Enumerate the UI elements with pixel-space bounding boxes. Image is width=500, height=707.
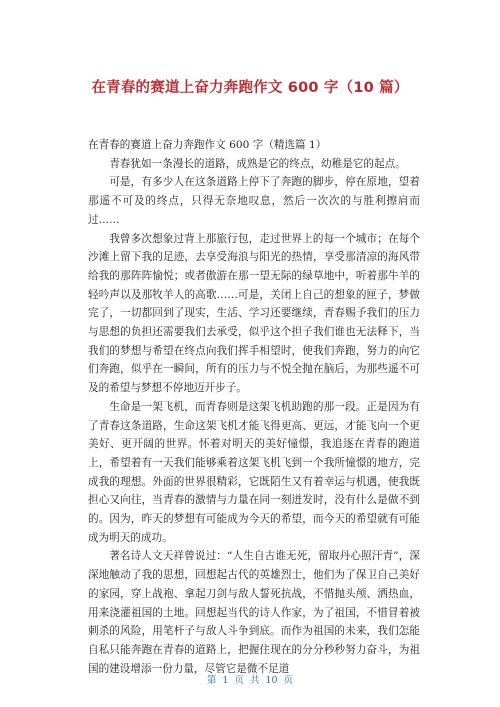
section-heading: 在青春的赛道上奋力奔跑作文 600 字（精选篇 1）: [88, 139, 327, 151]
body-paragraph: 可是，有多少人在这条道路上停下了奔跑的脚步，停在原地，望着那遥不可及的终点，只得无奈地叹息，然后一次次的与胜利擦肩而过……: [88, 176, 420, 226]
body-paragraph: 我曾多次想象过背上那旅行包，走过世界上的每一个城市；在每个沙滩上留下我的足迹，去享受海浪与阳光的热情，享受那清凉的海风带给我的那阵阵愉悦；或者傲游在那一望无际的绿草地中，听着那牛羊的轻吟声以及那牧羊人的高歌……可是，关闭上自己的想象的匣子，梦做完了，一切都回到了现实，生活、学习还要继续，青春赐予我们的压力与思想的负担还需要我们去承受，似乎这个担子我们谁也无法释下，当我们的梦想与希望在终点向我们挥手相望时，使我们奔跑，努力的向它们奔跑，似乎在一瞬间，所有的压力与不悦全抛在脑后，为那些遥不可及的希望与梦想不停地迈开步子。: [88, 232, 420, 395]
document-title: 在青春的赛道上奋力奔跑作文 600 字（10 篇）: [91, 80, 409, 96]
document-body: [88, 136, 420, 678]
page-number-footer: 第 1 页 共 10 页: [206, 675, 294, 686]
body-paragraph: 著名诗人文天祥曾说过：“人生自古谁无死，留取丹心照汗青”，深深地触动了我的思想，回想起古代的英雄烈士，他们为了保卫自己美好的家园，穿上战袍、拿起刀剑与敌人誓死抗战，不惜抛头颅、洒热血，用来浇灌祖国的土地。回想起当代的诗人作家，为了祖国，不惜冒着被刺杀的风险，用笔杆子与敌人斗争到底。而作为祖国的未来，我们怎能自私只能奔跑在青春的道路上，把握住现在的分分秒秒努力奋斗，为祖国的建设增添一份力量，尽管它是微不足道: [88, 550, 420, 675]
body-paragraph: 青春犹如一条漫长的道路，成熟是它的终点，幼稚是它的起点。: [109, 157, 406, 170]
body-paragraph: 生命是一架飞机，而青春则是这架飞机助跑的那一段。正是因为有了青春这条道路，生命这架飞机才能飞得更高、更远，才能飞向一个更美好、更开阔的世界。怀着对明天的美好憧憬，我追逐在青春的跑道上，希望着有一天我们能够乘着这架飞机飞到一个我所憧憬的地方，完成我的理想。外面的世界很精彩，它既陌生又有着幸运与机遇，使我既担心又向往，当青春的激情与力量在同一刻迸发时，没有什么是做不到的。因为，昨天的梦想有可能成为今天的希望，而今天的希望就有可能成为明天的成功。: [88, 400, 420, 544]
